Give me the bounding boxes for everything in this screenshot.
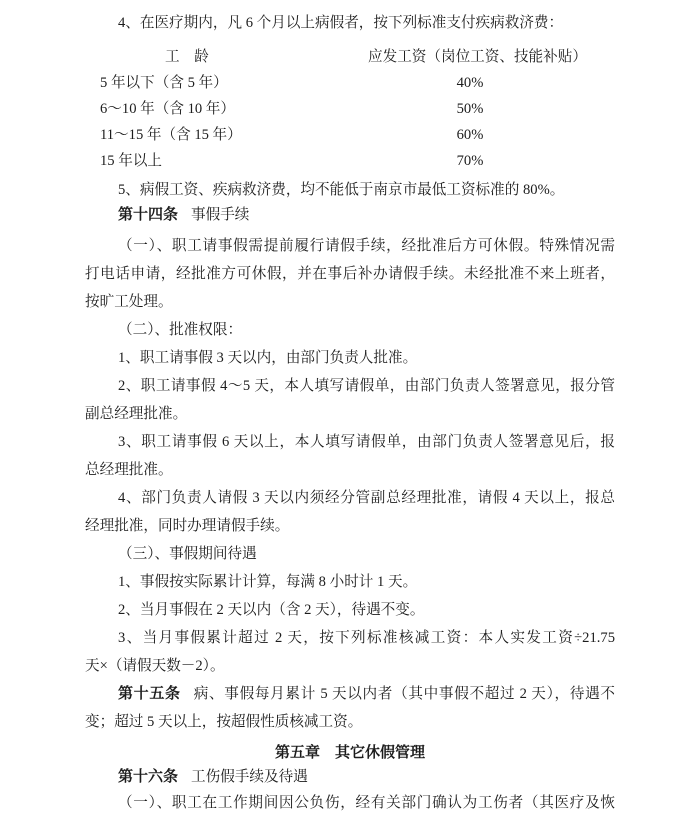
chapter-5-heading: 第五章 其它休假管理 — [274, 745, 425, 761]
article-16-sec1-line: （一）、职工在工作期间因公负伤，经有关部门确认为工伤者（其医疗及恢 — [118, 795, 615, 811]
pay-table-col-age: 工 龄 — [165, 49, 209, 65]
article-14-sec2-item: 副总经理批准。 — [85, 406, 188, 422]
pay-table-row-age: 6～10 年（含 10 年） — [100, 101, 235, 117]
pay-table-header — [85, 43, 615, 71]
article-16-heading — [85, 763, 615, 791]
pay-table-row-pct: 60% — [456, 127, 484, 143]
article-14-sec2-item: 总经理批准。 — [85, 462, 173, 478]
pay-table-row-pct: 70% — [456, 153, 484, 169]
pay-table-row-age: 15 年以上 — [100, 153, 163, 169]
article-14-sec2-head: （二）、批准权限： — [118, 322, 243, 338]
article-14-sec1-line: （一）、职工请事假需提前履行请假手续，经批准后方可休假。特殊情况需 — [118, 238, 615, 254]
article-15-text: 病、事假每月累计 5 天以内者（其中事假不超过 2 天），待遇不 — [193, 686, 615, 702]
article-14-sec2-item: 4、部门负责人请假 3 天以内须经分管副总经理批准，请假 4 天以上，报总 — [118, 490, 615, 506]
pay-table-row-pct: 40% — [456, 75, 484, 91]
pay-table-row — [85, 95, 615, 123]
article-16-number: 第十六条 — [118, 769, 179, 785]
article-15-line: 变；超过 5 天以上，按超假性质核减工资。 — [85, 714, 363, 730]
article-15-number: 第十五条 — [118, 686, 181, 702]
article-14-heading — [85, 201, 615, 229]
article-14-sec2-item: 2、职工请事假 4～5 天，本人填写请假单，由部门负责人签署意见，报分管 — [118, 378, 615, 394]
article-14-sec2-item: 经理批准，同时办理请假手续。 — [85, 518, 290, 534]
article-14-sec2-item: 3、职工请事假 6 天以上，本人填写请假单，由部门负责人签署意见后，报 — [118, 434, 615, 450]
article-15-line — [85, 680, 615, 708]
article-14-sec1-line: 打电话申请，经批准方可休假，并在事后补办请假手续。未经批准不来上班者， — [85, 266, 615, 282]
pay-table-row-age: 11～15 年（含 15 年） — [100, 127, 242, 143]
clause-5: 5、病假工资、疾病救济费，均不能低于南京市最低工资标准的 80%。 — [118, 182, 565, 198]
pay-table-col-pay: 应发工资（岗位工资、技能补贴） — [368, 49, 587, 65]
pay-table-row-pct: 50% — [456, 101, 484, 117]
pay-table-row — [85, 147, 615, 175]
article-14-sec3-item: 3、当月事假累计超过 2 天，按下列标准核减工资：本人实发工资÷21.75 — [118, 630, 615, 646]
article-14-sec1-line: 按旷工处理。 — [85, 294, 173, 310]
article-14-sec3-item: 1、事假按实际累计计算，每满 8 小时计 1 天。 — [118, 574, 418, 590]
pay-table-row-age: 5 年以下（含 5 年） — [100, 75, 228, 91]
article-14-sec3-item: 天×（请假天数－2）。 — [85, 658, 225, 674]
article-14-sec2-item: 1、职工请事假 3 天以内，由部门负责人批准。 — [118, 350, 418, 366]
article-14-number: 第十四条 — [118, 207, 179, 223]
pay-table-row — [85, 121, 615, 149]
article-16-title: 工伤假手续及待遇 — [191, 769, 308, 785]
article-14-sec3-item: 2、当月事假在 2 天以内（含 2 天），待遇不变。 — [118, 602, 425, 618]
pay-table-row — [85, 69, 615, 97]
clause-4-intro: 4、在医疗期内，凡 6 个月以上病假者，按下列标准支付疾病救济费： — [118, 15, 564, 31]
article-14-sec3-head: （三）、事假期间待遇 — [118, 546, 257, 562]
article-14-title: 事假手续 — [191, 207, 250, 223]
